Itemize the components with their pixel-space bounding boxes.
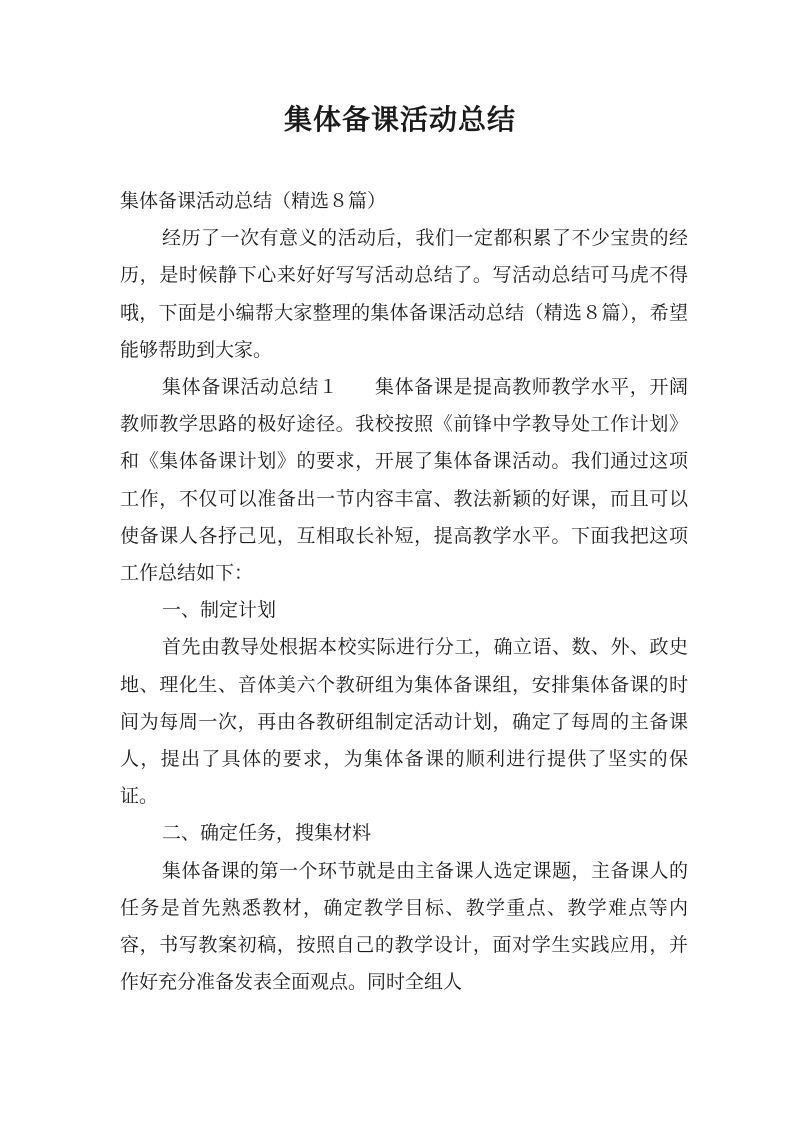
tasks-paragraph: 集体备课的第一个环节就是由主备课人选定课题，主备课人的任务是首先熟悉教材，确定教学目标、教学重点、教学难点等内容，书写教案初稿，按照自己的教学设计，面对学生实践应用，并作好充分准备发表全面观点。同时全组人 — [120, 859, 688, 994]
intro-paragraph: 经历了一次有意义的活动后，我们一定都积累了不少宝贵的经历，是时候静下心来好好写写活动总结了。写活动总结可马虎不得哦，下面是小编帮大家整理的集体备课活动总结（精选８篇），希望能够帮助到大家。 — [120, 227, 688, 361]
section-1-body: 集体备课是提高教师教学水平，开阔教师教学思路的极好途径。我校按照《前锋中学教导处工作计划》和《集体备课计划》的要求，开展了集体备课活动。我们通过这项工作，不仅可以准备出一节内容丰富、教法新颖的好课，而且可以使备课人各抒己见，互相取长补短，提高教学水平。下面我把这项工作总结如下： — [120, 376, 688, 585]
document-body — [120, 183, 688, 1001]
heading-make-plan: 一、制定计划 — [162, 599, 277, 622]
plan-paragraph: 首先由教导处根据本校实际进行分工，确立语、数、外、政史地、理化生、音体美六个教研组为集体备课组，安排集体备课的时间为每周一次，再由各教研组制定活动计划，确定了每周的主备课人，提出了具体的要求，为集体备课的顺利进行提供了坚实的保证。 — [120, 636, 688, 808]
document-subtitle: 集体备课活动总结（精选８篇） — [120, 190, 387, 212]
heading-tasks-materials: 二、确定任务，搜集材料 — [162, 822, 372, 845]
section-1-paragraph — [120, 369, 688, 592]
section-1-heading: 集体备课活动总结１ — [162, 376, 339, 399]
document-title: 集体备课活动总结 — [283, 103, 516, 136]
